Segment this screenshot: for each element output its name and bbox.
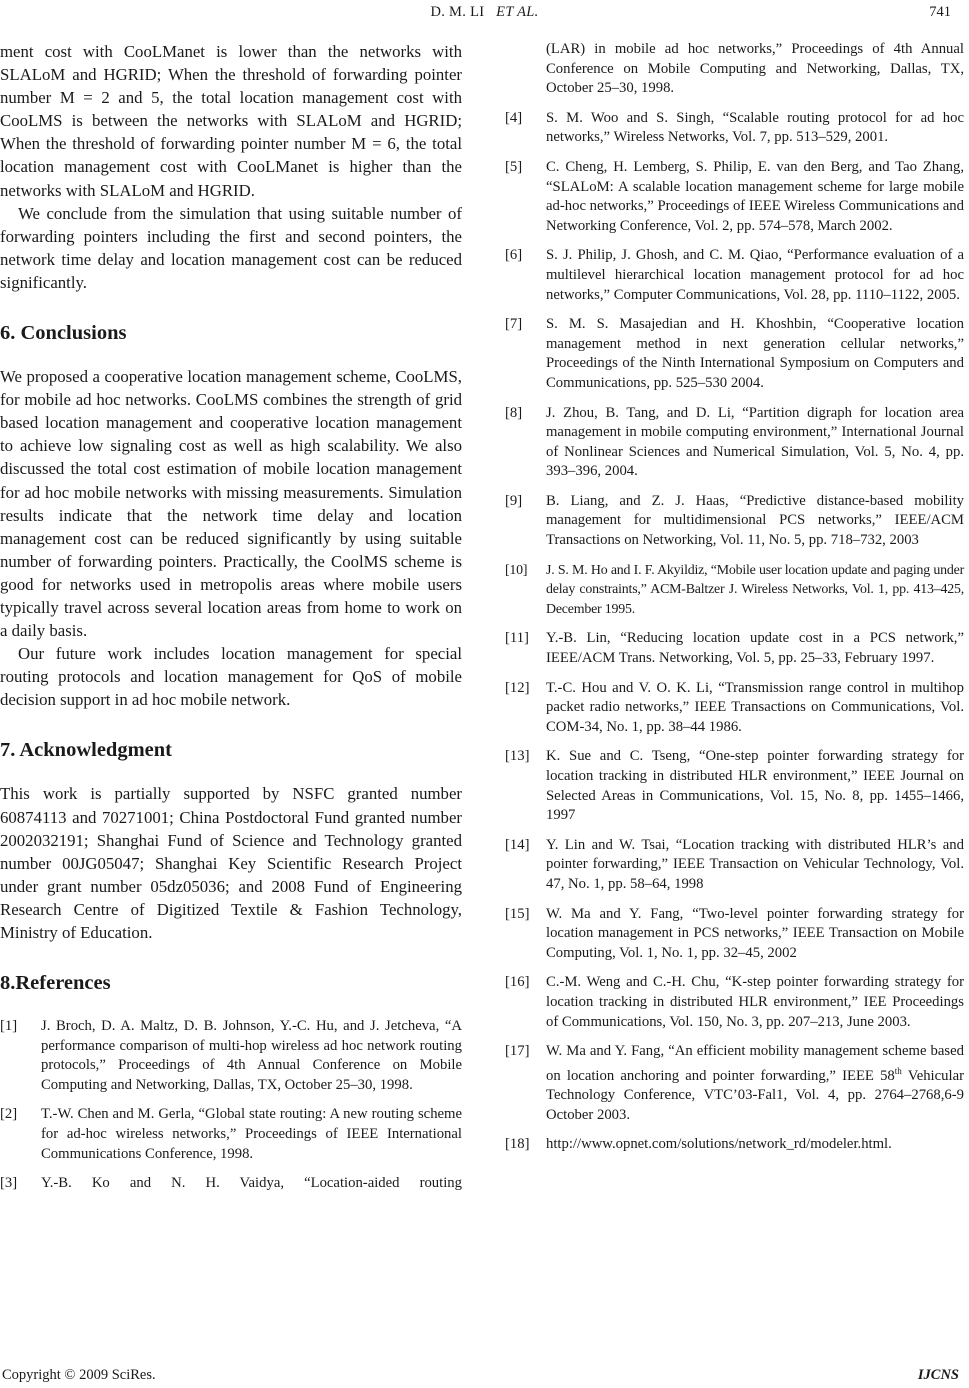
- running-header: [0, 2, 969, 24]
- reference-text: J. S. M. Ho and I. F. Akyildiz, “Mobile user location update and paging under delay constraints,” ACM-Baltzer J. Wireless Networks, Vol. 1, pp. 413–425, December 1995.: [546, 562, 964, 617]
- reference-text: S. M. Woo and S. Singh, “Scalable routing protocol for ad hoc networks,” Wireless Networks, Vol. 7, pp. 513–529, 2001.: [546, 109, 964, 146]
- reference-text: Vehicular Technology Conference, VTC’03-Fal1, Vol. 4, pp. 2764–2768,6-9 October 2003.: [546, 1067, 964, 1123]
- reference-item: [505, 679, 964, 738]
- reference-number: [11]: [505, 630, 529, 647]
- reference-number: [14]: [505, 836, 530, 853]
- reference-item: [505, 629, 964, 668]
- reference-number: [10]: [505, 562, 528, 578]
- reference-text: (LAR) in mobile ad hoc networks,” Proceedings of 4th Annual Conference on Mobile Computing and Networking, Dallas, TX, October 25–30, 1998.: [546, 41, 964, 97]
- journal-name: IJCNS: [917, 1367, 959, 1383]
- page-footer: [0, 1365, 969, 1385]
- reference-text: C.-M. Weng and C.-H. Chu, “K-step pointer forwarding strategy for location tracking in distributed HLR environment,” IEE Proceedings of Communications, Vol. 150, No. 3, pp. 207–213, June 2003.: [546, 974, 964, 1030]
- reference-text: Y.-B. Lin, “Reducing location update cost in a PCS network,” IEEE/ACM Trans. Networking, Vol. 5, pp. 25–33, February 1997.: [546, 630, 964, 667]
- reference-number: [5]: [505, 158, 523, 175]
- left-column: [0, 40, 462, 1194]
- reference-number: [1]: [0, 1018, 18, 1035]
- right-column: [505, 40, 964, 1155]
- body-paragraph: We proposed a cooperative location management scheme, CooLMS, for mobile ad hoc networks. CooLMS combines the strength of grid based location management and cooperative location management to achieve low signaling cost as well as high scalability. We also discussed the total cost estimation of mobile location management for ad hoc mobile networks with missing measurements. Simulation results indicate that the network time delay and location management cost can be reduced significantly by using suitable number of forwarding pointers. Practically, the CoolMS scheme is good for networks used in metropolis areas where mobile users typically travel across several location areas from home to work on a daily basis.: [0, 367, 462, 641]
- section-heading-references: [0, 972, 462, 995]
- body-paragraph: Our future work includes location management for special routing protocols and location management for QoS of mobile decision support in ad hoc mobile network.: [0, 644, 462, 710]
- copyright-notice: Copyright © 2009 SciRes.: [2, 1367, 156, 1383]
- reference-text: C. Cheng, H. Lemberg, S. Philip, E. van den Berg, and Tao Zhang, “SLALoM: A scalable location management scheme for large mobile ad-hoc networks,” Proceedings of IEEE Wireless Communications and Networking Conference, Vol. 2, pp. 574–578, March 2002.: [546, 158, 964, 234]
- reference-number: [3]: [0, 1175, 18, 1192]
- reference-text: T.-W. Chen and M. Gerla, “Global state routing: A new routing scheme for ad-hoc wireless networks,” Proceedings of IEEE International Communications Conference, 1998.: [41, 1106, 462, 1162]
- reference-item: [505, 836, 964, 895]
- reference-number: [13]: [505, 748, 530, 765]
- reference-text: S. M. S. Masajedian and H. Khoshbin, “Cooperative location management method in next generation cellular networks,” Proceedings of the Ninth International Symposium on Computers and Communications, pp. 525–530 2004.: [546, 316, 964, 391]
- reference-number: [16]: [505, 974, 530, 991]
- reference-item: [505, 158, 964, 236]
- reference-item: [505, 246, 964, 305]
- reference-text: B. Liang, and Z. J. Haas, “Predictive distance-based mobility management for multidimensional PCS networks,” IEEE/ACM Transactions on Networking, Vol. 11, No. 5, pp. 718–732, 2003: [546, 492, 964, 549]
- section-title: References: [15, 972, 111, 995]
- reference-item: [0, 1174, 462, 1194]
- reference-number: [9]: [505, 492, 523, 509]
- reference-number: [15]: [505, 905, 530, 922]
- reference-item: [505, 561, 964, 620]
- reference-item: [505, 1042, 964, 1125]
- reference-text: W. Ma and Y. Fang, “Two-level pointer forwarding strategy for location management in PCS networks,” IEEE Transaction on Mobile Computing, Vol. 1, No. 1, pp. 32–45, 2002: [546, 905, 964, 961]
- reference-number: [12]: [505, 679, 530, 696]
- reference-number: [4]: [505, 109, 523, 126]
- reference-link-text: http://www.opnet.com/solutions/network_rd/modeler.html.: [546, 1136, 892, 1153]
- reference-text: S. J. Philip, J. Ghosh, and C. M. Qiao, “Performance evaluation of a multilevel hierarchical location management protocol for ad hoc networks,” Computer Communications, Vol. 28, pp. 1110–1122, 2005.: [546, 247, 964, 303]
- reference-number: [2]: [0, 1106, 18, 1123]
- reference-item: [0, 1017, 462, 1095]
- section-number: 8.: [0, 972, 16, 995]
- reference-text: J. Zhou, B. Tang, and D. Li, “Partition digraph for location area management in mobile computing environment,” International Journal of Nonlinear Sciences and Numerical Simulation, Vol. 5, No. 4, pp. 393–396, 2004.: [546, 404, 964, 480]
- reference-item: [505, 109, 964, 148]
- reference-text: K. Sue and C. Tseng, “One-step pointer forwarding strategy for location tracking in distributed HLR environment,” IEEE Journal on Selected Areas in Communications, Vol. 15, No. 8, pp. 1455–1466, 1997: [546, 748, 964, 824]
- reference-item: [505, 905, 964, 964]
- reference-number: [8]: [505, 404, 523, 421]
- section-heading-conclusions: 6. Conclusions: [0, 322, 127, 345]
- section-heading-acknowledgment: 7. Acknowledgment: [0, 739, 172, 762]
- body-paragraph: We conclude from the simulation that using suitable number of forwarding pointers including the first and second pointers, the network time delay and location management cost can be reduced significantly.: [0, 203, 462, 292]
- reference-item-continued: [505, 40, 964, 99]
- reference-item: [505, 1135, 964, 1155]
- reference-list: [0, 1017, 462, 1194]
- reference-number: [17]: [505, 1043, 530, 1060]
- reference-text: Y. Lin and W. Tsai, “Location tracking with distributed HLR’s and pointer forwarding,” IEEE Transaction on Vehicular Technology, Vol. 47, No. 1, pp. 58–64, 1998: [546, 836, 964, 892]
- reference-text: W. Ma and Y. Fang, “An efficient mobility management scheme based on location anchoring and pointer forwarding,” IEEE 58: [546, 1043, 964, 1084]
- reference-number: [6]: [505, 247, 523, 264]
- reference-item: [505, 973, 964, 1032]
- body-paragraph: ment cost with CooLManet is lower than the networks with SLALoM and HGRID; When the threshold of forwarding pointer number M = 2 and 5, the total location management cost with CooLMS is between the networks with SLALoM and HGRID; When the threshold of forwarding pointer number M = 6, the total location management cost with CooLManet is higher than the networks with SLALoM and HGRID.: [0, 42, 462, 200]
- reference-item: [505, 404, 964, 482]
- reference-text: T.-C. Hou and V. O. K. Li, “Transmission range control in multihop packet radio networks,” IEEE Transactions on Communications, Vol. COM-34, No. 1, pp. 38–44 1986.: [546, 679, 964, 735]
- reference-number: [7]: [505, 316, 523, 333]
- page-number: 741: [929, 4, 951, 20]
- reference-superscript: th: [894, 1065, 902, 1076]
- reference-item: [0, 1105, 462, 1164]
- reference-number: [18]: [505, 1136, 530, 1153]
- reference-text: J. Broch, D. A. Maltz, D. B. Johnson, Y.-C. Hu, and J. Jetcheva, “A performance comparison of multi-hop wireless ad hoc network routing protocols,” Proceedings of 4th Annual Conference on Mobile Computing and Networking, Dallas, TX, October 25–30, 1998.: [41, 1018, 462, 1093]
- reference-item: [505, 492, 964, 551]
- running-title: D. M. LI ET AL.: [430, 4, 539, 20]
- body-paragraph: This work is partially supported by NSFC granted number 60874113 and 70271001; China Postdoctoral Fund granted number 2002032191; Shanghai Fund of Science and Technology granted number 00JG05047; Shanghai Key Scientific Research Project under grant number 05dz05036; and 2008 Fund of Engineering Research Centre of Digitized Textile & Fashion Technology, Ministry of Education.: [0, 784, 462, 942]
- reference-item: [505, 747, 964, 825]
- reference-text: Y.-B. Ko and N. H. Vaidya, “Location-aided routing: [41, 1175, 462, 1192]
- reference-item: [505, 315, 964, 393]
